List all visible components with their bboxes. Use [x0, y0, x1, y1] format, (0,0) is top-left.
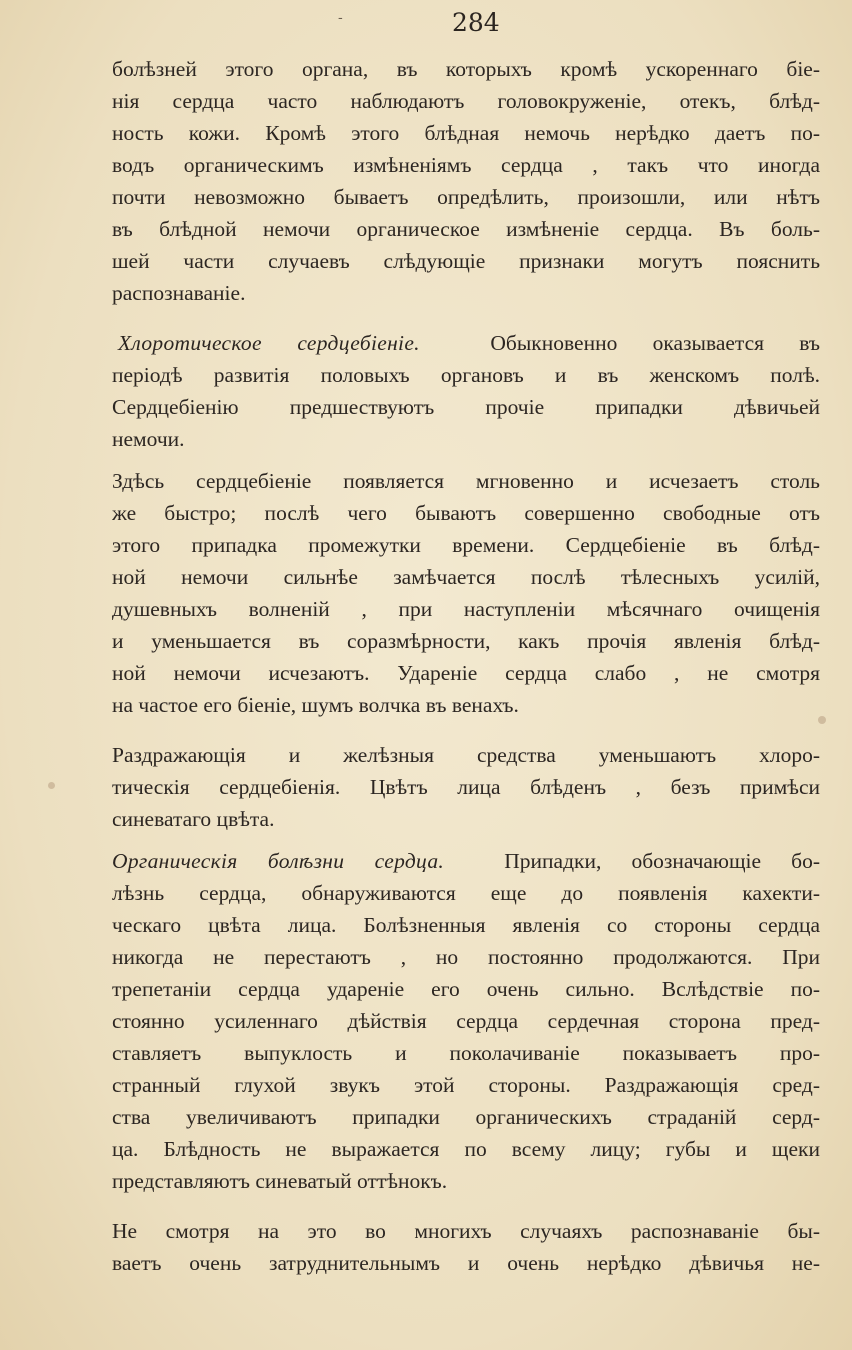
text-line: же быстро; послѣ чего бываютъ совершенно свободные отъ — [112, 501, 820, 525]
section-heading-organic: Органическія болѣзни сердца. — [112, 849, 445, 873]
text-line: ность кожи. Кромѣ этого блѣдная немочь нерѣдко даетъ по- — [112, 121, 820, 145]
paragraph-5 — [112, 845, 820, 1197]
paragraph-1 — [112, 53, 820, 309]
text-line: немочи. — [112, 427, 185, 451]
text-line: ставляетъ выпуклость и поколачиваніе показываетъ про- — [112, 1041, 820, 1065]
text-line: водъ органическимъ измѣненіямъ сердца , такъ что иногда — [112, 153, 820, 177]
text-line: тическія сердцебіенія. Цвѣтъ лица блѣденъ , безъ примѣси — [112, 775, 820, 799]
paragraph-4 — [112, 739, 820, 835]
text-line: ваетъ очень затруднительнымъ и очень нерѣдко дѣвичья не- — [112, 1251, 820, 1275]
text-line: и уменьшается въ соразмѣрности, какъ прочія явленія блѣд- — [112, 629, 820, 653]
text-line: представляютъ синеватый оттѣнокъ. — [112, 1169, 448, 1193]
text-line: никогда не перестаютъ , но постоянно продолжаются. При — [112, 945, 820, 969]
text-line-with-heading — [112, 327, 820, 359]
text-line: Раздражающія и желѣзныя средства уменьшаютъ хлоро- — [112, 743, 820, 767]
text-line: ца. Блѣдность не выражается по всему лицу; губы и щеки — [112, 1137, 820, 1161]
text-line: душевныхъ волненій , при наступленіи мѣсячнаго очищенія — [112, 597, 820, 621]
section-heading-chlorotic: Хлоротическое сердцебіеніе. — [118, 331, 420, 355]
text-line: на частое его біеніе, шумъ волчка въ венахъ. — [112, 693, 519, 717]
text-line: періодѣ развитія половыхъ органовъ и въ женскомъ полѣ. — [112, 363, 820, 387]
text-line: ческаго цвѣта лица. Болѣзненныя явленія со стороны сердца — [112, 913, 820, 937]
text-line: шей части случаевъ слѣдующіе признаки могутъ пояснить — [112, 249, 820, 273]
paragraph-2 — [112, 327, 820, 455]
text-line: трепетаніи сердца удареніе его очень сильно. Вслѣдствіе по- — [112, 977, 820, 1001]
text-line-with-heading — [112, 845, 820, 877]
text-line: синеватаго цвѣта. — [112, 807, 275, 831]
text-line: ства увеличиваютъ припадки органическихъ страданій серд- — [112, 1105, 820, 1129]
text-line: почти невозможно бываетъ опредѣлить, произошли, или нѣтъ — [112, 185, 820, 209]
text-line: болѣзней этого органа, въ которыхъ кромѣ ускореннаго біе- — [112, 57, 820, 81]
text-line: лѣзнь сердца, обнаруживаются еще до появленія кахекти- — [112, 881, 820, 905]
text-line: Сердцебіенію предшествуютъ прочіе припадки дѣвичьей — [112, 395, 820, 419]
text-line: ной немочи исчезаютъ. Удареніе сердца слабо , не смотря — [112, 661, 820, 685]
text-line: нія сердца часто наблюдаютъ головокруженіе, отекъ, блѣд- — [112, 89, 820, 113]
text-line: этого припадка промежутки времени. Сердцебіеніе въ блѣд- — [112, 533, 820, 557]
paragraph-6 — [112, 1215, 820, 1279]
page-header — [0, 4, 852, 38]
ink-spot — [48, 782, 55, 789]
header-mark: - — [338, 10, 343, 26]
text-run: Припадки, обозначающіе бо- — [504, 849, 820, 873]
page-number: 284 — [452, 8, 500, 37]
body-text — [112, 53, 820, 1279]
text-line: въ блѣдной немочи органическое измѣненіе сердца. Въ боль- — [112, 217, 820, 241]
text-line: странный глухой звукъ этой стороны. Раздражающія сред- — [112, 1073, 820, 1097]
text-line: стоянно усиленнаго дѣйствія сердца сердечная сторона пред- — [112, 1009, 820, 1033]
text-run: Обыкновенно оказывается въ — [490, 331, 820, 355]
text-line: ной немочи сильнѣе замѣчается послѣ тѣлесныхъ усилій, — [112, 565, 820, 589]
text-line: распознаваніе. — [112, 281, 246, 305]
paragraph-3 — [112, 465, 820, 721]
text-line: Не смотря на это во многихъ случаяхъ распознаваніе бы- — [112, 1219, 820, 1243]
text-line: Здѣсь сердцебіеніе появляется мгновенно и исчезаетъ столь — [112, 469, 820, 493]
